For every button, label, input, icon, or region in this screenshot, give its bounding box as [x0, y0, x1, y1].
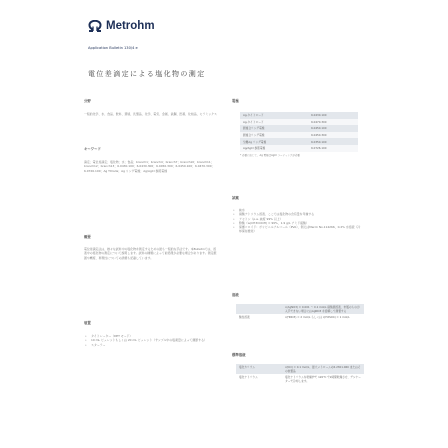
- brand-name: Metrohm: [106, 20, 155, 32]
- table-row: [240, 125, 358, 132]
- electrode-name: Ag-タイトロード: [240, 112, 308, 119]
- solutions-table: [236, 304, 364, 320]
- standard-name: 塩化カリウム: [236, 364, 282, 374]
- summary-text: 電位差滴定法は、様々な試料中の塩化物を測定するための最も一般的な手法です。本Bulletinでは、溶液中の塩化物の測定について説明します。試料の種類によって前処理が必要な場合があります。測定範囲や精度、再現性についての詳細も記載しています。: [84, 247, 217, 260]
- list-item: • スターラー: [84, 343, 218, 347]
- reagent-list: [232, 208, 362, 234]
- section-heading-electrodes: 電極: [232, 99, 239, 103]
- section-heading-summary: 概要: [84, 235, 91, 239]
- standard-name: 塩化ナトリウム: [236, 374, 282, 384]
- electrode-code: 6.0726.100: [308, 145, 358, 152]
- list-item: • タイトレーター（DET モード）: [84, 334, 218, 338]
- keywords-text: 滴定；電位差滴定；塩化物；水；食品；branch1；branch4；branch7；branch10；branch11；branch12；branch13；6.0430.100；6.0430.300；6.0450.300；6.0450.100；6.0470.300；6.0726.100；Ag Titrode；Ag リング電極；Ag/AgCl 参照電極: [84, 160, 215, 173]
- electrode-code: 6.0450.300: [308, 132, 358, 139]
- section-heading-reagents: 試薬: [232, 196, 239, 200]
- standard-value: c(KCl) = 0.1 mol/L、最大メトロームの6.2301.060 またはその他製品: [282, 364, 364, 374]
- table-row: [240, 138, 358, 145]
- brand-logo: [88, 20, 155, 32]
- bulletin-number: Application Bulletin 130/4 e: [88, 46, 138, 50]
- list-item: • 硝酸ナトリウム溶液、ここでは塩化物の含有量を考慮する: [232, 212, 362, 216]
- standard-value: 塩化ナトリウムを乾燥炉で 120℃ で2時間乾燥させ、デシケーターで冷却します。: [282, 374, 364, 384]
- electrode-code: 6.0450.100: [308, 125, 358, 132]
- table-row: [240, 119, 358, 126]
- list-item: • 純水: [232, 208, 362, 212]
- page-title: 電位差滴定による塩化物の測定: [88, 70, 206, 78]
- electrode-code: 6.0430.100: [308, 112, 358, 119]
- solution-value: c(AgNO3) = 0.001 ～ 0.1 mol/L 硝酸銀溶液、市販のものが入手できない場合にはAgNO3 を溶解して調製する: [282, 304, 364, 314]
- equipment-list: [84, 334, 218, 347]
- section-heading-field: 分野: [84, 99, 91, 103]
- section-heading-solutions: 溶液: [232, 293, 239, 297]
- section-heading-keywords: キーワード: [84, 147, 101, 151]
- electrode-code: 6.0350.100: [308, 138, 358, 145]
- section-heading-standards: 標準溶液: [232, 353, 246, 357]
- table-row: [236, 374, 364, 384]
- standards-table: [236, 364, 364, 384]
- electrode-table: [240, 112, 358, 152]
- field-text: 一般的化学、水、食品、飲料、環境、乳製品、化学、電気、金属、鉄鋼、医薬、化粧品、セラミックス: [84, 112, 217, 116]
- electrode-name: 銀複合リング電極: [240, 125, 308, 132]
- list-item: • 保護コロイド：ポリビニルアルコール（PVA）、例えばMerck No.114266、0.2% 水溶液（冷却保存推奨）: [232, 225, 362, 234]
- table-row: [240, 112, 358, 119]
- electrode-name: 銀複合リング電極: [240, 132, 308, 139]
- electrode-name: Ag/AgCl 参照電極: [240, 145, 308, 152]
- solution-name: [236, 304, 282, 314]
- table-row: [240, 145, 358, 152]
- table-row: [236, 314, 364, 320]
- electrode-name: 分離Ag リング電極: [240, 138, 308, 145]
- electrode-name: Ag-タイトロード: [240, 119, 308, 126]
- solution-name: 酸性溶液: [236, 314, 282, 320]
- metrohm-omega-icon: [88, 20, 102, 32]
- list-item: • 10 mL ビュレットもしくは 20 mL ビュレット（サンプル中の塩素量によって調節する）: [84, 338, 218, 342]
- list-item: • アセトン（p.a. 純度 99% 以上）: [232, 217, 362, 221]
- table-row: [240, 132, 358, 139]
- electrode-note: * 必要に応じて、Ag 電極はAgCl コーティングが必要: [240, 154, 300, 157]
- electrode-code: 6.0470.300: [308, 119, 358, 126]
- table-row: [236, 304, 364, 314]
- list-item: • 酢酸（w(CH3COOH) = 99%、1.9 g/L アミド硫酸）: [232, 221, 362, 225]
- table-row: [236, 364, 364, 374]
- solution-value: c(HNO3) = 2 mol/L もしくは c(H2SO4) = 1 mol/L: [282, 314, 364, 320]
- section-heading-equipment: 装置: [84, 321, 91, 325]
